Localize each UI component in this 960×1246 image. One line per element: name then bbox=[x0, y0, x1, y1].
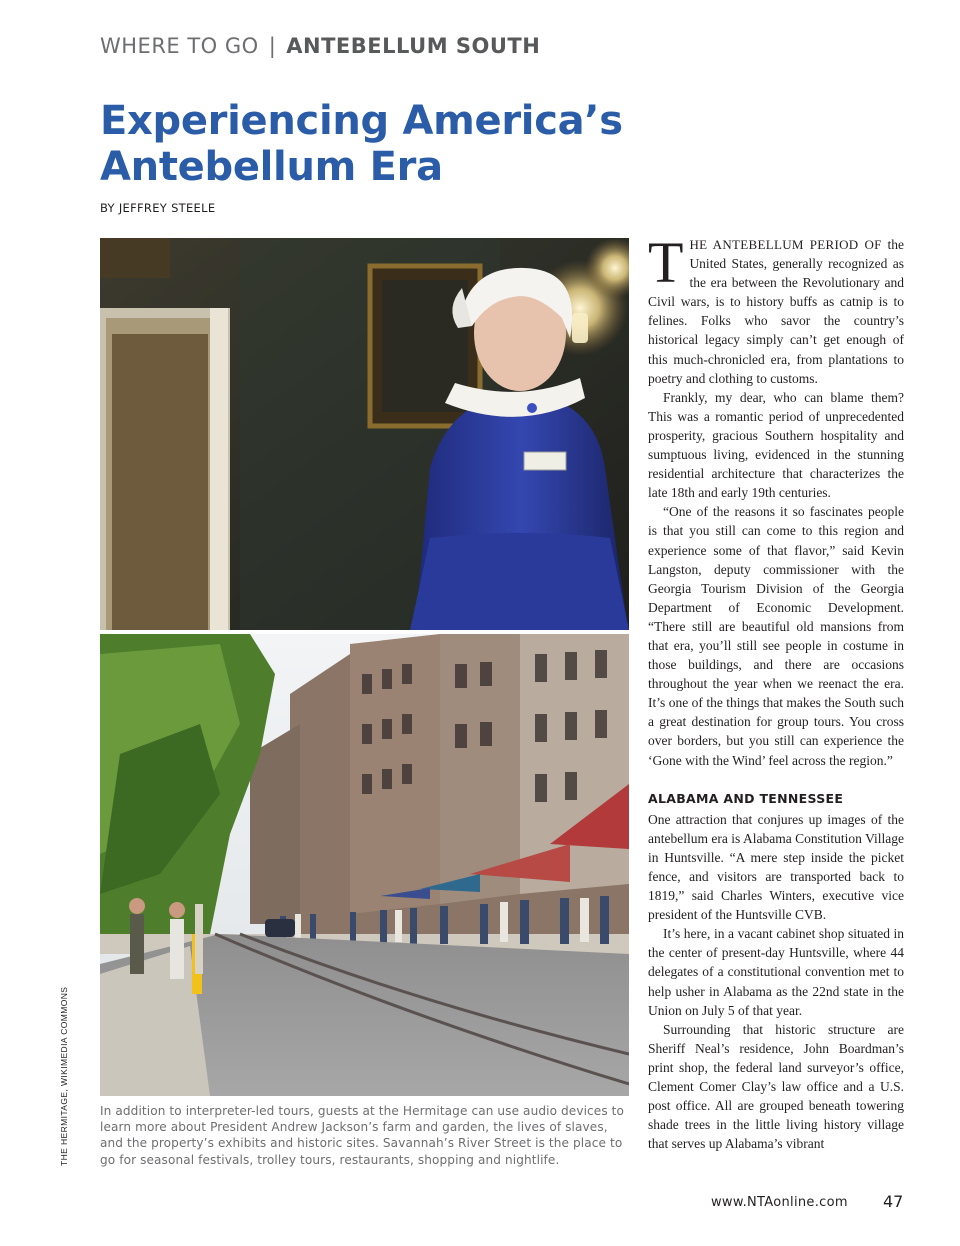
lead-in: HE ANTEBELLUM PERIOD OF bbox=[689, 237, 882, 252]
article-body bbox=[648, 230, 904, 1153]
paragraph-3: “One of the reasons it so fascinates people is that you still can come to this region and experience some of that flavor,” said Kevin Langston, deputy commissioner with the Georgia Tourism Division of the Georgia Department of Economic Development. “There still are beautiful old mansions from that era, you’ll still see people in costume in those buildings, and there are occasions throughout the year when we reenact the era. It’s one of the things that makes the South such a great destination for group tours. You cross over borders, but you still can experience the ‘Gone with the Wind’ feel across the region.” bbox=[648, 504, 904, 768]
section-kicker bbox=[100, 34, 540, 58]
footer-url[interactable]: www.NTAonline.com bbox=[711, 1195, 848, 1210]
section-topic: ANTEBELLUM SOUTH bbox=[286, 34, 541, 58]
subhead-alabama-tennessee: ALABAMA AND TENNESSEE bbox=[648, 790, 844, 806]
headline-line-2: Antebellum Era bbox=[100, 144, 443, 190]
paragraph-4: One attraction that conjures up images of the antebellum era is Alabama Constitution Village in Huntsville. “A mere step inside the picket fence, and visitors are transported back to 1819,” said Charles Winters, executive vice president of the Huntsville CVB. bbox=[648, 811, 904, 923]
article-headline bbox=[100, 98, 660, 190]
photo-credit: THE HERMITAGE, WIKIMEDIA COMMONS bbox=[59, 986, 69, 1166]
photo-hermitage-interpreter bbox=[100, 238, 629, 630]
paragraph-2: Frankly, my dear, who can blame them? This was a romantic period of unprecedented prosperity, gracious Southern hospitality and sumptuous living, evidenced in the stunning residential architecture that characterizes the late 18th and early 19th centuries. bbox=[648, 389, 904, 501]
headline-line-1: Experiencing America’s bbox=[100, 98, 623, 144]
page-number: 47 bbox=[883, 1192, 904, 1211]
kicker-separator: | bbox=[268, 34, 277, 58]
section-name: WHERE TO GO bbox=[100, 34, 259, 58]
paragraph-1-text: the United States, generally recognized as the era between the Revolutionary and Civil wars, is to history buffs as catnip is to felines. Folks who savor the country’s historical legacy simply can’t get enough of this much-chronicled era, from plantations to poetry and clothing to customs. bbox=[648, 237, 904, 386]
paragraph-1 bbox=[648, 230, 904, 388]
paragraph-5: It’s here, in a vacant cabinet shop situated in the center of present-day Huntsville, where 44 delegates of a constitutional convention met to help usher in Alabama as the 22nd state in the Union on July 5 of that year. bbox=[648, 926, 904, 1018]
drop-cap: T bbox=[648, 230, 684, 295]
paragraph-6: Surrounding that historic structure are Sheriff Neal’s residence, John Boardman’s print shop, the federal land surveyor’s office, Clement Comer Clay’s law office and a U.S. post office. All are grouped beneath towering shade trees in the little living history village that serves up Alabama’s vibrant bbox=[648, 1021, 904, 1152]
photo-savannah-river-street bbox=[100, 634, 629, 1096]
photo-caption: In addition to interpreter-led tours, guests at the Hermitage can use audio devices to learn more about President Andrew Jackson’s farm and garden, the lives of slaves, and the property’s exhibits and historic sites. Savannah’s River Street is the place to go for seasonal festivals, trolley tours, restaurants, shopping and nightlife. bbox=[100, 1104, 625, 1167]
byline: BY JEFFREY STEELE bbox=[100, 201, 216, 215]
